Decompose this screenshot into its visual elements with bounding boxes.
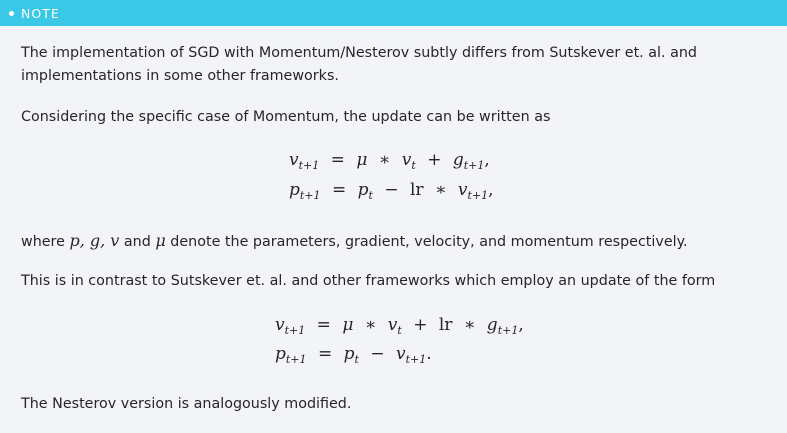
- note-label: NOTE: [21, 5, 60, 21]
- equation-1-line-2: $p_{t+1} = p_t$ − lr ∗ $v_{t+1}$,: [289, 180, 494, 202]
- paragraph-momentum: Considering the specific case of Momentum, the update can be written as: [21, 109, 551, 125]
- note-header: [0, 0, 787, 26]
- paragraph-variables: where p, g, v and μ denote the parameters, gradient, velocity, and momentum respectively.: [21, 231, 688, 250]
- equation-1-line-1: $v_{t+1} = \mu$ ∗ $v_t + g_{t+1}$,: [289, 150, 490, 172]
- paragraph-intro: The implementation of SGD with Momentum/Nesterov subtly differs from Sutskever et. al. and implementations in some other frameworks.: [21, 45, 697, 84]
- equation-2-line-2: $p_{t+1} = p_t - v_{t+1}$.: [275, 344, 432, 366]
- paragraph-nesterov: The Nesterov version is analogously modified.: [21, 396, 352, 412]
- bullet-icon: [9, 11, 14, 16]
- paragraph-contrast: This is in contrast to Sutskever et. al. and other frameworks which employ an update of the form: [21, 273, 716, 289]
- equation-2-line-1: $v_{t+1} = \mu$ ∗ $v_t$ + lr ∗ $g_{t+1}$,: [275, 315, 524, 337]
